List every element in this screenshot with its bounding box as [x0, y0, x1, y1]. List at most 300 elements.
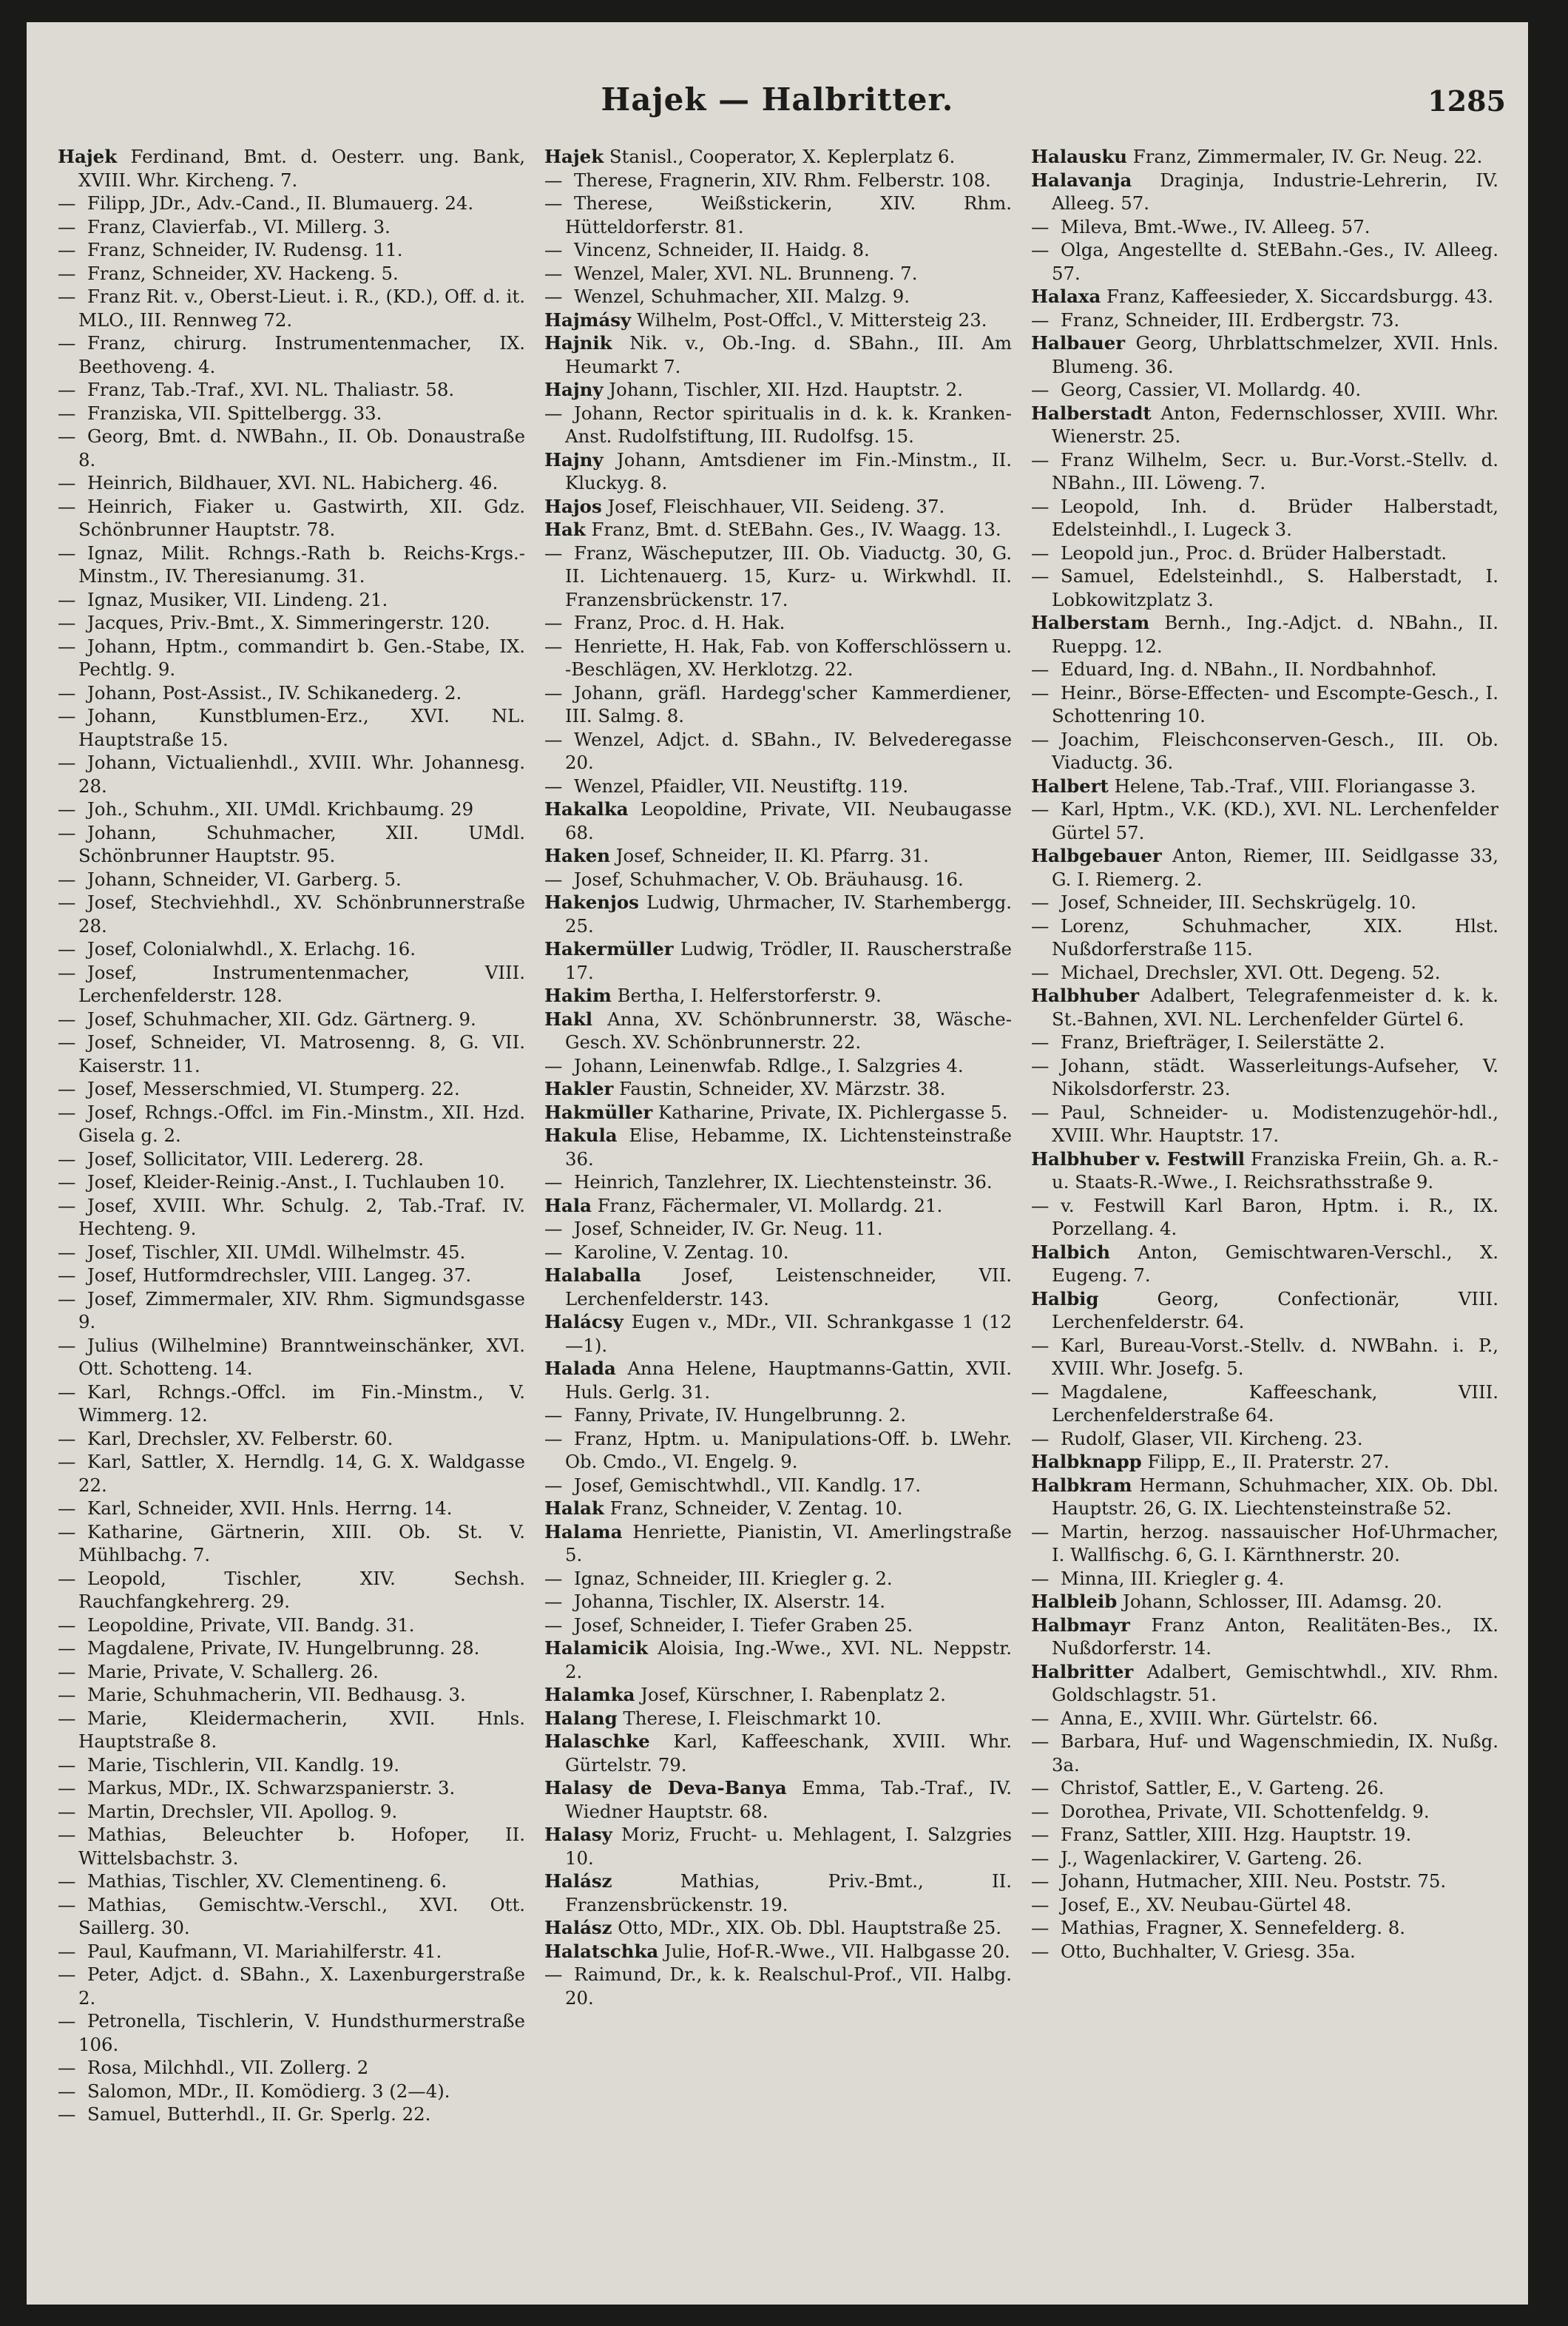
- entry-text: Josef, Fleischhauer, VII. Seideng. 37.: [607, 495, 945, 517]
- continuation-dash: —: [1031, 239, 1050, 260]
- directory-entry: [58, 1963, 525, 2009]
- running-title: Hajek — Halbritter.: [601, 81, 954, 118]
- directory-entry: [544, 635, 1012, 681]
- entry-text: Joh., Schuhm., XII. UMdl. Krichbaumg. 29: [87, 798, 474, 820]
- continuation-dash: —: [58, 215, 76, 237]
- directory-entry: [544, 1054, 1012, 1078]
- entry-text: Ignaz, Musiker, VII. Lindeng. 21.: [87, 588, 388, 610]
- entry-text: Katharine, Private, IX. Pichlergasse 5.: [658, 1101, 1008, 1123]
- entry-text: Heinrich, Bildhauer, XVI. NL. Habicherg. 46.: [87, 472, 499, 493]
- directory-entry: [1031, 1241, 1498, 1287]
- directory-entry: [58, 378, 525, 402]
- directory-entry: [58, 1636, 525, 1660]
- entry-text: Johann, städt. Wasserleitungs-Aufseher, V. Nikolsdorferstr. 23.: [1052, 1054, 1498, 1099]
- entry-text: Filipp, E., II. Praterstr. 27.: [1147, 1451, 1390, 1472]
- directory-entry: [58, 425, 525, 471]
- continuation-dash: —: [58, 1520, 76, 1543]
- entry-surname: Halbhuber v. Festwill: [1031, 1147, 1246, 1170]
- continuation-dash: —: [58, 1241, 76, 1263]
- entry-text: Ludwig, Uhrmacher, IV. Starhembergg. 25.: [565, 891, 1012, 937]
- entry-text: Magdalene, Private, IV. Hungelbrunng. 28.: [87, 1637, 480, 1659]
- directory-entry: [58, 331, 525, 378]
- directory-entry: [544, 681, 1012, 728]
- entry-text: Franz, Schneider, III. Erdbergstr. 73.: [1061, 309, 1400, 331]
- continuation-dash: —: [58, 635, 76, 657]
- continuation-dash: —: [58, 1870, 76, 1892]
- entry-text: Mathias, Priv.-Bmt., II. Franzensbrückenstr. 19.: [565, 1870, 1012, 1915]
- entry-text: Fanny, Private, IV. Hungelbrunng. 2.: [574, 1404, 907, 1426]
- entry-surname: Halbknapp: [1031, 1451, 1142, 1472]
- entry-surname: Halbhuber: [1031, 985, 1140, 1006]
- directory-entry: [544, 518, 1012, 542]
- entry-text: Karl, Kaffeeschank, XVIII. Whr. Gürtelstr. 79.: [565, 1730, 1012, 1776]
- entry-text: Josef, Schneider, III. Sechskrügelg. 10.: [1061, 891, 1416, 913]
- entry-text: Johann, Amtsdiener im Fin.-Minstm., II. Kluckyg. 8.: [565, 448, 1012, 493]
- directory-entry: [544, 1916, 1012, 1940]
- directory-entry: [58, 1264, 525, 1287]
- continuation-dash: —: [544, 775, 563, 797]
- entry-surname: Halberstam: [1031, 612, 1150, 633]
- entry-text: Josef, Rchngs.-Offcl. im Fin.-Minstm., XII. Hzd. Gisela g. 2.: [78, 1101, 525, 1146]
- directory-entry: [544, 1077, 1012, 1101]
- directory-entry: [58, 471, 525, 495]
- directory-entry: [58, 1008, 525, 1031]
- entry-text: Katharine, Gärtnerin, XIII. Ob. St. V. Mühlbachg. 7.: [78, 1520, 525, 1565]
- entry-surname: Halamka: [544, 1684, 635, 1705]
- directory-entry: [544, 145, 1012, 169]
- entry-surname: Hak: [544, 519, 586, 540]
- entry-text: Petronella, Tischlerin, V. Hundsthurmerstraße 106.: [78, 2010, 525, 2055]
- entry-text: Josef, Zimmermaler, XIV. Rhm. Sigmundsgasse 9.: [78, 1287, 525, 1332]
- continuation-dash: —: [544, 1963, 563, 1985]
- directory-entry: [1031, 542, 1498, 565]
- entry-text: Heinr., Börse-Effecten- und Escompte-Gesch., I. Schottenring 10.: [1052, 681, 1498, 727]
- entry-surname: Halász: [544, 1917, 612, 1938]
- entry-text: Eduard, Ing. d. NBahn., II. Nordbahnhof.: [1061, 658, 1437, 680]
- entry-text: Franz, chirurg. Instrumentenmacher, IX. Beethoveng. 4.: [78, 332, 525, 377]
- entry-text: Franz, Kaffeesieder, X. Siccardsburgg. 43.: [1106, 286, 1493, 307]
- entry-text: Samuel, Edelsteinhdl., S. Halberstadt, I. Lobkowitzplatz 3.: [1052, 565, 1498, 610]
- directory-entry: [1031, 1660, 1498, 1707]
- entry-text: Magdalene, Kaffeeschank, VIII. Lerchenfelderstraße 64.: [1052, 1381, 1498, 1426]
- entry-surname: Hajny: [544, 448, 604, 471]
- continuation-dash: —: [58, 612, 76, 633]
- entry-text: Michael, Drechsler, XVI. Ott. Degeng. 52.: [1061, 961, 1441, 983]
- entry-text: Franz, Briefträger, I. Seilerstätte 2.: [1061, 1031, 1385, 1053]
- directory-entry: [58, 751, 525, 798]
- entry-text: Raimund, Dr., k. k. Realschul-Prof., VII. Halbg. 20.: [565, 1963, 1012, 2009]
- directory-entry: [1031, 1520, 1498, 1567]
- continuation-dash: —: [58, 402, 76, 424]
- directory-entry: [1031, 1031, 1498, 1054]
- column-right: [1031, 145, 1498, 2290]
- continuation-dash: —: [544, 192, 563, 214]
- entry-text: Johanna, Tischler, IX. Alserstr. 14.: [574, 1591, 885, 1612]
- directory-entry: [1031, 309, 1498, 332]
- continuation-dash: —: [58, 1287, 76, 1309]
- continuation-dash: —: [58, 1567, 76, 1589]
- entry-text: Barbara, Huf- und Wagenschmiedin, IX. Nußg. 3a.: [1052, 1730, 1498, 1776]
- directory-entry: [58, 611, 525, 635]
- entry-text: Karoline, V. Zentag. 10.: [574, 1241, 789, 1263]
- entry-surname: Halada: [544, 1358, 616, 1379]
- continuation-dash: —: [58, 1497, 76, 1519]
- entry-surname: Halbich: [1031, 1241, 1111, 1263]
- directory-entry: [1031, 1940, 1498, 1963]
- entry-text: Leopoldine, Private, VII. Bandg. 31.: [87, 1614, 415, 1636]
- entry-text: Elise, Hebamme, IX. Lichtensteinstraße 36.: [565, 1125, 1012, 1170]
- continuation-dash: —: [544, 402, 563, 424]
- directory-entry: [544, 798, 1012, 844]
- directory-entry: [58, 1614, 525, 1637]
- directory-entry: [544, 1636, 1012, 1683]
- entry-text: Georg, Cassier, VI. Mollardg. 40.: [1061, 379, 1362, 400]
- continuation-dash: —: [1031, 379, 1050, 400]
- entry-text: Leopold, Tischler, XIV. Sechsh. Rauchfangkehrerg. 29.: [78, 1567, 525, 1612]
- entry-text: Georg, Uhrblattschmelzer, XVII. Hnls. Blumeng. 36.: [1052, 332, 1498, 377]
- directory-entry: [1031, 1800, 1498, 1824]
- directory-entry: [544, 1730, 1012, 1776]
- entry-text: Henriette, H. Hak, Fab. von Kofferschlössern u. -Beschlägen, XV. Herklotzg. 22.: [565, 635, 1012, 680]
- directory-entry: [544, 1567, 1012, 1591]
- directory-entry: [1031, 238, 1498, 285]
- directory-entry: [58, 891, 525, 937]
- directory-entry: [1031, 1776, 1498, 1800]
- entry-text: Josef, Tischler, XII. UMdl. Wilhelmstr. 45.: [87, 1241, 466, 1263]
- directory-entry: [1031, 1334, 1498, 1381]
- entry-text: Georg, Bmt. d. NWBahn., II. Ob. Donaustraße 8.: [78, 425, 525, 471]
- entry-text: Paul, Kaufmann, VI. Mariahilferstr. 41.: [87, 1940, 442, 1962]
- entry-text: Emma, Tab.-Traf., IV. Wiedner Hauptstr. 68.: [565, 1777, 1012, 1822]
- entry-text: Anton, Gemischtwaren-Verschl., X. Eugeng. 7.: [1052, 1241, 1498, 1286]
- entry-text: Josef, Sollicitator, VIII. Ledererg. 28.: [87, 1147, 425, 1170]
- continuation-dash: —: [58, 1264, 76, 1286]
- continuation-dash: —: [1031, 1427, 1050, 1449]
- directory-entry: [58, 1381, 525, 1427]
- continuation-dash: —: [1031, 1730, 1050, 1752]
- directory-entry: [544, 495, 1012, 519]
- continuation-dash: —: [58, 752, 76, 773]
- continuation-dash: —: [58, 495, 76, 517]
- continuation-dash: —: [58, 1614, 76, 1636]
- entry-surname: Halbleib: [1031, 1591, 1118, 1612]
- directory-entry: [1031, 402, 1498, 448]
- entry-text: Adalbert, Telegrafenmeister d. k. k. St.-Bahnen, XVI. NL. Lerchenfelder Gürtel 6.: [1052, 985, 1498, 1030]
- entry-text: Heinrich, Tanzlehrer, IX. Liechtensteinstr. 36.: [574, 1171, 993, 1193]
- directory-entry: [58, 1567, 525, 1614]
- directory-entry: [544, 1474, 1012, 1497]
- continuation-dash: —: [544, 1474, 563, 1496]
- continuation-dash: —: [1031, 798, 1050, 820]
- directory-entry: [1031, 844, 1498, 891]
- entry-text: Helene, Tab.-Traf., VIII. Floriangasse 3.: [1114, 775, 1476, 797]
- continuation-dash: —: [58, 262, 76, 284]
- entry-text: Wenzel, Schuhmacher, XII. Malzg. 9.: [574, 286, 910, 307]
- entry-text: Josef, Gemischtwhdl., VII. Kandlg. 17.: [574, 1474, 922, 1496]
- directory-entry: [544, 1403, 1012, 1427]
- entry-surname: Halász: [544, 1870, 612, 1892]
- entry-text: Karl, Hptm., V.K. (KD.), XVI. NL. Lerchenfelder Gürtel 57.: [1052, 798, 1498, 843]
- entry-surname: Hala: [544, 1194, 592, 1216]
- continuation-dash: —: [58, 1684, 76, 1705]
- entry-text: Johann, Victualienhdl., XVIII. Whr. Johannesg. 28.: [78, 752, 525, 797]
- directory-entry: [544, 1194, 1012, 1218]
- directory-entry: [58, 1101, 525, 1147]
- directory-entry: [58, 2080, 525, 2103]
- entry-text: Moriz, Frucht- u. Mehlagent, I. Salzgries 10.: [565, 1824, 1012, 1869]
- entry-text: Mathias, Fragner, X. Sennefelderg. 8.: [1061, 1917, 1405, 1938]
- directory-entry: [1031, 1730, 1498, 1776]
- entry-text: Josef, Schneider, II. Kl. Pfarrg. 31.: [615, 845, 929, 866]
- continuation-dash: —: [58, 1824, 76, 1845]
- directory-entry: [58, 1707, 525, 1753]
- entry-text: Rosa, Milchhdl., VII. Zollerg. 2: [87, 2057, 369, 2078]
- directory-entry: [58, 285, 525, 331]
- entry-surname: Hajek: [58, 146, 118, 167]
- continuation-dash: —: [58, 798, 76, 820]
- continuation-dash: —: [1031, 1567, 1050, 1589]
- directory-entry: [58, 1147, 525, 1171]
- entry-surname: Halbgebauer: [1031, 845, 1162, 866]
- directory-entry: [58, 402, 525, 425]
- directory-entry: [58, 1241, 525, 1264]
- entry-text: Karl, Drechsler, XV. Felberstr. 60.: [87, 1427, 393, 1449]
- directory-entry: [1031, 611, 1498, 658]
- directory-entry: [544, 1357, 1012, 1403]
- entry-surname: Hakmüller: [544, 1101, 653, 1123]
- continuation-dash: —: [58, 542, 76, 564]
- continuation-dash: —: [58, 1893, 76, 1915]
- entry-text: Draginja, Industrie-Lehrerin, IV. Alleeg. 57.: [1052, 169, 1498, 214]
- directory-entry: [58, 2056, 525, 2080]
- entry-text: Franz, Zimmermaler, IV. Gr. Neug. 22.: [1132, 146, 1483, 167]
- entry-surname: Hakermüller: [544, 938, 674, 960]
- entry-surname: Halavanja: [1031, 169, 1132, 191]
- continuation-dash: —: [58, 1078, 76, 1099]
- continuation-dash: —: [1031, 1194, 1050, 1216]
- entry-text: Therese, Fragnerin, XIV. Rhm. Felberstr. 108.: [574, 169, 991, 191]
- directory-entry: [58, 961, 525, 1008]
- continuation-dash: —: [1031, 309, 1050, 331]
- continuation-dash: —: [58, 891, 76, 913]
- entry-text: Johann, Schneider, VI. Garberg. 5.: [87, 868, 402, 890]
- entry-surname: Halasy de Deva-Banya: [544, 1777, 787, 1799]
- continuation-dash: —: [58, 821, 76, 843]
- entry-text: Johann, Tischler, XII. Hzd. Hauptstr. 2.: [609, 379, 964, 400]
- continuation-dash: —: [1031, 1031, 1050, 1053]
- continuation-dash: —: [58, 192, 76, 214]
- directory-entry: [1031, 215, 1498, 239]
- entry-text: Josef, Schuhmacher, XII. Gdz. Gärtnerg. 9.: [87, 1008, 476, 1030]
- continuation-dash: —: [1031, 1381, 1050, 1403]
- continuation-dash: —: [58, 1381, 76, 1403]
- entry-text: Hermann, Schuhmacher, XIX. Ob. Dbl. Hauptstr. 26, G. IX. Liechtensteinstraße 52.: [1052, 1474, 1498, 1519]
- entry-text: Faustin, Schneider, XV. Märzstr. 38.: [619, 1078, 946, 1099]
- directory-entry: [1031, 448, 1498, 495]
- entry-surname: Halausku: [1031, 146, 1128, 167]
- continuation-dash: —: [58, 1940, 76, 1962]
- entry-text: Olga, Angestellte d. StEBahn.-Ges., IV. Alleeg. 57.: [1052, 239, 1498, 284]
- directory-entry: [544, 285, 1012, 309]
- entry-surname: Hajnik: [544, 332, 612, 354]
- entry-text: Joachim, Fleischconserven-Gesch., III. Ob. Viaductg. 36.: [1052, 728, 1498, 773]
- continuation-dash: —: [58, 2103, 76, 2125]
- directory-entry: [58, 542, 525, 588]
- entry-surname: Hakalka: [544, 798, 629, 820]
- directory-entry: [58, 1940, 525, 1963]
- directory-entry: [1031, 798, 1498, 844]
- directory-entry: [544, 775, 1012, 798]
- continuation-dash: —: [1031, 1101, 1050, 1123]
- entry-text: Franz, Schneider, V. Zentag. 10.: [609, 1497, 903, 1519]
- entry-text: Martin, herzog. nassauischer Hof-Uhrmacher, I. Wallfischg. 6, G. I. Kärnthnerstr. 20.: [1052, 1520, 1498, 1565]
- directory-entry: [58, 262, 525, 286]
- continuation-dash: —: [1031, 1800, 1050, 1822]
- continuation-dash: —: [544, 262, 563, 284]
- directory-entry: [1031, 658, 1498, 681]
- continuation-dash: —: [544, 1241, 563, 1263]
- continuation-dash: —: [58, 961, 76, 983]
- continuation-dash: —: [58, 1451, 76, 1472]
- entry-text: Martin, Drechsler, VII. Apollog. 9.: [87, 1800, 398, 1822]
- entry-text: Anna Helene, Hauptmanns-Gattin, XVII. Huls. Gerlg. 31.: [565, 1358, 1012, 1403]
- directory-entry: [58, 192, 525, 215]
- entry-text: Peter, Adjct. d. SBahn., X. Laxenburgerstraße 2.: [78, 1963, 525, 2009]
- entry-surname: Halbert: [1031, 775, 1109, 797]
- directory-entry: [1031, 1194, 1498, 1241]
- directory-entry: [1031, 1614, 1498, 1660]
- continuation-dash: —: [544, 635, 563, 657]
- directory-entry: [1031, 495, 1498, 542]
- continuation-dash: —: [58, 286, 76, 307]
- entry-text: Josef, E., XV. Neubau-Gürtel 48.: [1061, 1893, 1352, 1915]
- entry-text: Jacques, Priv.-Bmt., X. Simmeringerstr. 120.: [87, 612, 490, 633]
- directory-entry: [544, 542, 1012, 612]
- directory-entry: [544, 378, 1012, 402]
- continuation-dash: —: [1031, 961, 1050, 983]
- entry-surname: Halatschka: [544, 1940, 659, 1962]
- directory-entry: [58, 145, 525, 192]
- directory-entry: [1031, 331, 1498, 378]
- directory-entry: [1031, 1101, 1498, 1147]
- entry-text: Anna, XV. Schönbrunnerstr. 38, Wäsche-Gesch. XV. Schönbrunnerstr. 22.: [565, 1008, 1012, 1053]
- continuation-dash: —: [1031, 681, 1050, 704]
- entry-text: Henriette, Pianistin, VI. Amerlingstraße 5.: [565, 1520, 1012, 1565]
- entry-text: Otto, Buchhalter, V. Griesg. 35a.: [1061, 1940, 1356, 1962]
- continuation-dash: —: [58, 1963, 76, 1985]
- entry-text: Julius (Wilhelmine) Branntweinschänker, XVI. Ott. Schotteng. 14.: [78, 1334, 525, 1379]
- entry-text: Wenzel, Pfaidler, VII. Neustiftg. 119.: [574, 775, 909, 797]
- directory-entry: [58, 1170, 525, 1194]
- entry-text: Johann, Hptm., commandirt b. Gen.-Stabe, IX. Pechtlg. 9.: [78, 635, 525, 680]
- entry-text: Franz Rit. v., Oberst-Lieut. i. R., (KD.), Off. d. it. MLO., III. Rennweg 72.: [78, 286, 525, 331]
- entry-text: Julie, Hof-R.-Wwe., VII. Halbgasse 20.: [663, 1940, 1010, 1962]
- entry-text: Nik. v., Ob.-Ing. d. SBahn., III. Am Heumarkt 7.: [565, 332, 1012, 377]
- column-left: [58, 145, 525, 2290]
- continuation-dash: —: [58, 2080, 76, 2102]
- entry-text: Josef, Kürschner, I. Rabenplatz 2.: [641, 1684, 946, 1705]
- entry-text: Franz, Bmt. d. StEBahn. Ges., IV. Waagg. 13.: [591, 519, 1001, 540]
- directory-entry: [544, 238, 1012, 262]
- directory-entry: [58, 635, 525, 681]
- directory-entry: [544, 448, 1012, 495]
- continuation-dash: —: [1031, 914, 1050, 937]
- entry-surname: Halaballa: [544, 1264, 642, 1286]
- entry-surname: Halaschke: [544, 1730, 650, 1752]
- entry-text: Ignaz, Schneider, III. Kriegler g. 2.: [574, 1567, 893, 1589]
- directory-entry: [544, 1008, 1012, 1054]
- continuation-dash: —: [1031, 1917, 1050, 1938]
- continuation-dash: —: [58, 332, 76, 354]
- entry-text: Johann, Rector spiritualis in d. k. k. Kranken-Anst. Rudolfstiftung, III. Rudolfsg. 15.: [565, 402, 1012, 447]
- directory-entry: [544, 1776, 1012, 1823]
- page-number: 1285: [1427, 84, 1506, 118]
- directory-page: [27, 22, 1528, 2305]
- directory-entry: [58, 1031, 525, 1077]
- directory-entry: [544, 1217, 1012, 1241]
- directory-entry: [58, 798, 525, 821]
- directory-entry: [1031, 1567, 1498, 1591]
- entry-text: Johann, Schlosser, III. Adamsg. 20.: [1123, 1591, 1442, 1612]
- continuation-dash: —: [1031, 1940, 1050, 1962]
- entry-text: Therese, Weißstickerin, XIV. Rhm. Hütteldorferstr. 81.: [565, 192, 1012, 237]
- entry-surname: Halberstadt: [1031, 402, 1152, 424]
- continuation-dash: —: [1031, 448, 1050, 471]
- entry-text: Karl, Schneider, XVII. Hnls. Herrng. 14.: [87, 1497, 453, 1519]
- entry-text: Josef, Leistenschneider, VII. Lerchenfelderstr. 143.: [565, 1264, 1012, 1309]
- entry-text: Franz, Sattler, XIII. Hzg. Hauptstr. 19.: [1061, 1824, 1412, 1845]
- entry-text: Josef, Schneider, I. Tiefer Graben 25.: [574, 1614, 913, 1636]
- entry-text: Lorenz, Schuhmacher, XIX. Hlst. Nußdorferstraße 115.: [1052, 914, 1498, 960]
- entry-text: Josef, Stechviehhdl., XV. Schönbrunnerstraße 28.: [78, 891, 525, 937]
- entry-text: Mathias, Gemischtw.-Verschl., XVI. Ott. Saillerg. 30.: [78, 1893, 525, 1938]
- entry-text: Josef, Schneider, VI. Matrosenng. 8, G. VII. Kaiserstr. 11.: [78, 1031, 525, 1076]
- directory-entry: [58, 215, 525, 239]
- directory-entry: [1031, 914, 1498, 961]
- entry-surname: Hajek: [544, 146, 604, 167]
- directory-entry: [544, 1520, 1012, 1567]
- directory-entry: [1031, 1870, 1498, 1893]
- continuation-dash: —: [1031, 658, 1050, 680]
- continuation-dash: —: [1031, 1334, 1050, 1356]
- entry-text: Wilhelm, Post-Offcl., V. Mittersteig 23.: [636, 309, 987, 331]
- entry-surname: Hakl: [544, 1008, 593, 1030]
- entry-surname: Halácsy: [544, 1311, 624, 1332]
- directory-entry: [58, 1870, 525, 1893]
- continuation-dash: —: [1031, 1707, 1050, 1729]
- entry-text: Samuel, Butterhdl., II. Gr. Sperlg. 22.: [87, 2103, 431, 2125]
- directory-entry: [544, 937, 1012, 984]
- continuation-dash: —: [544, 286, 563, 307]
- continuation-dash: —: [1031, 1847, 1050, 1869]
- entry-surname: Halama: [544, 1520, 623, 1543]
- continuation-dash: —: [58, 2057, 76, 2078]
- directory-entry: [544, 1590, 1012, 1614]
- entry-text: Wenzel, Maler, XVI. NL. Brunneng. 7.: [574, 262, 918, 284]
- directory-entry: [58, 868, 525, 891]
- directory-entry: [544, 868, 1012, 891]
- directory-entry: [544, 1683, 1012, 1707]
- entry-surname: Hakula: [544, 1125, 618, 1146]
- entry-surname: Halbmayr: [1031, 1614, 1130, 1636]
- continuation-dash: —: [1031, 1893, 1050, 1915]
- entry-surname: Hakenjos: [544, 891, 639, 913]
- continuation-dash: —: [544, 1404, 563, 1426]
- directory-entry: [1031, 1893, 1498, 1917]
- continuation-dash: —: [58, 1637, 76, 1659]
- entry-text: Franziska, VII. Spittelbergg. 33.: [87, 402, 382, 424]
- directory-entry: [58, 821, 525, 868]
